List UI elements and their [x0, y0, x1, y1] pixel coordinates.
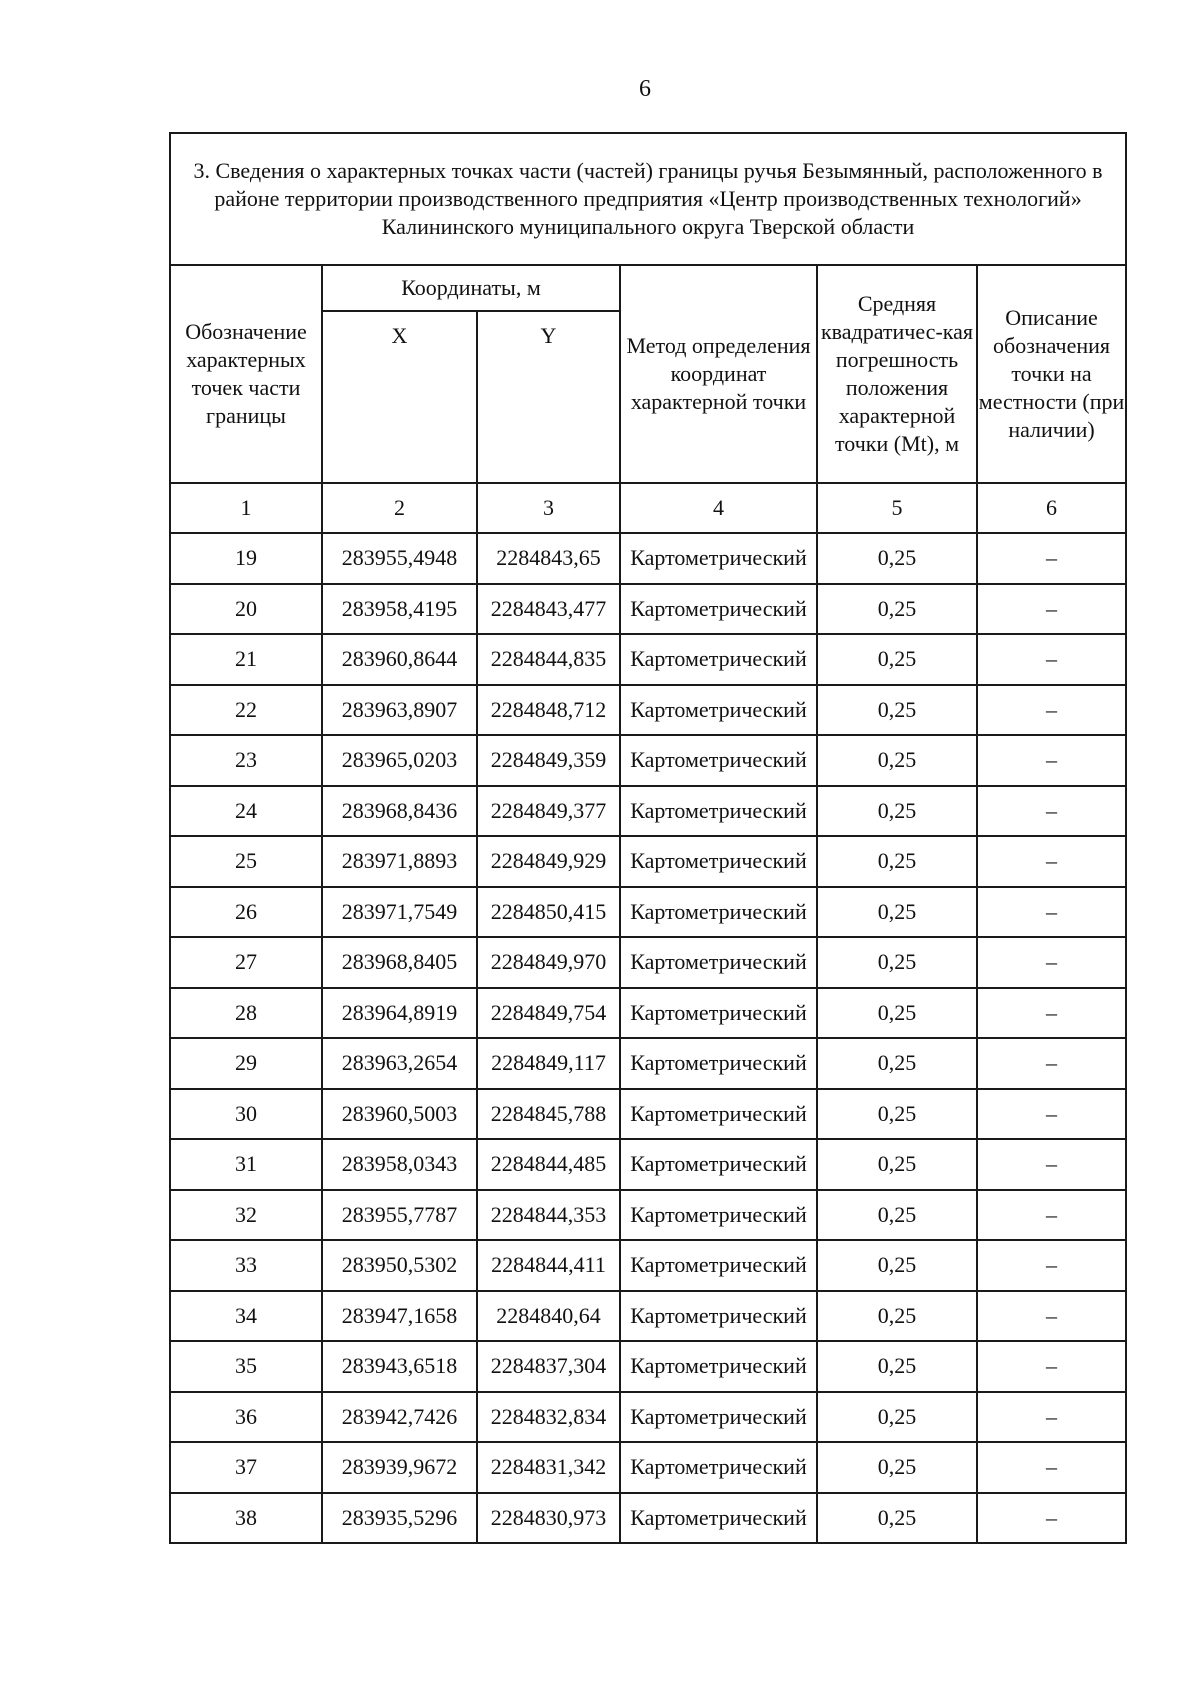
column-number: 6 — [977, 483, 1126, 533]
table-row — [170, 887, 1126, 938]
cell-x: 283965,0203 — [322, 735, 477, 786]
cell-description: – — [977, 786, 1126, 837]
cell-x: 283964,8919 — [322, 988, 477, 1039]
cell-y: 2284831,342 — [477, 1442, 620, 1493]
cell-error: 0,25 — [817, 735, 977, 786]
cell-y: 2284850,415 — [477, 887, 620, 938]
cell-x: 283947,1658 — [322, 1291, 477, 1342]
cell-description: – — [977, 685, 1126, 736]
cell-error: 0,25 — [817, 584, 977, 635]
table-row — [170, 1240, 1126, 1291]
cell-point: 34 — [170, 1291, 322, 1342]
cell-x: 283958,0343 — [322, 1139, 477, 1190]
cell-point: 31 — [170, 1139, 322, 1190]
cell-description: – — [977, 1493, 1126, 1544]
cell-method: Картометрический — [620, 1139, 817, 1190]
column-number-row — [170, 483, 1126, 533]
cell-description: – — [977, 1139, 1126, 1190]
cell-error: 0,25 — [817, 1442, 977, 1493]
cell-error: 0,25 — [817, 1089, 977, 1140]
column-number: 1 — [170, 483, 322, 533]
cell-x: 283939,9672 — [322, 1442, 477, 1493]
cell-y: 2284843,65 — [477, 533, 620, 584]
cell-y: 2284849,754 — [477, 988, 620, 1039]
table-title: 3. Сведения о характерных точках части (частей) границы ручья Безымянный, расположенного в районе территории производственного предприятия «Центр производственных технологий» Калининского муниципального округа Тверской области — [170, 133, 1126, 265]
cell-method: Картометрический — [620, 1190, 817, 1241]
cell-description: – — [977, 1240, 1126, 1291]
cell-y: 2284845,788 — [477, 1089, 620, 1140]
cell-method: Картометрический — [620, 685, 817, 736]
cell-point: 27 — [170, 937, 322, 988]
cell-error: 0,25 — [817, 634, 977, 685]
cell-error: 0,25 — [817, 533, 977, 584]
cell-method: Картометрический — [620, 1442, 817, 1493]
table-row — [170, 1038, 1126, 1089]
boundary-points-table — [169, 132, 1127, 1544]
cell-x: 283955,4948 — [322, 533, 477, 584]
cell-point: 21 — [170, 634, 322, 685]
cell-error: 0,25 — [817, 887, 977, 938]
cell-description: – — [977, 1038, 1126, 1089]
cell-description: – — [977, 1392, 1126, 1443]
cell-point: 32 — [170, 1190, 322, 1241]
column-number: 4 — [620, 483, 817, 533]
cell-x: 283960,5003 — [322, 1089, 477, 1140]
table-row — [170, 988, 1126, 1039]
cell-x: 283955,7787 — [322, 1190, 477, 1241]
cell-x: 283943,6518 — [322, 1341, 477, 1392]
cell-method: Картометрический — [620, 786, 817, 837]
cell-error: 0,25 — [817, 937, 977, 988]
cell-error: 0,25 — [817, 988, 977, 1039]
cell-y: 2284844,411 — [477, 1240, 620, 1291]
column-number: 3 — [477, 483, 620, 533]
cell-description: – — [977, 887, 1126, 938]
table-row — [170, 786, 1126, 837]
cell-y: 2284849,117 — [477, 1038, 620, 1089]
table-row — [170, 685, 1126, 736]
cell-y: 2284837,304 — [477, 1341, 620, 1392]
cell-description: – — [977, 937, 1126, 988]
cell-x: 283963,2654 — [322, 1038, 477, 1089]
cell-x: 283963,8907 — [322, 685, 477, 736]
cell-error: 0,25 — [817, 1392, 977, 1443]
cell-description: – — [977, 836, 1126, 887]
header-coords: Координаты, м — [322, 265, 620, 311]
cell-description: – — [977, 1089, 1126, 1140]
cell-method: Картометрический — [620, 584, 817, 635]
cell-method: Картометрический — [620, 1493, 817, 1544]
cell-point: 35 — [170, 1341, 322, 1392]
cell-method: Картометрический — [620, 1038, 817, 1089]
cell-error: 0,25 — [817, 786, 977, 837]
cell-description: – — [977, 1341, 1126, 1392]
cell-method: Картометрический — [620, 634, 817, 685]
cell-method: Картометрический — [620, 937, 817, 988]
cell-method: Картометрический — [620, 533, 817, 584]
cell-error: 0,25 — [817, 836, 977, 887]
cell-error: 0,25 — [817, 1240, 977, 1291]
cell-point: 29 — [170, 1038, 322, 1089]
cell-y: 2284844,485 — [477, 1139, 620, 1190]
cell-y: 2284849,359 — [477, 735, 620, 786]
table-row — [170, 1493, 1126, 1544]
cell-x: 283958,4195 — [322, 584, 477, 635]
table-row — [170, 1392, 1126, 1443]
cell-error: 0,25 — [817, 1190, 977, 1241]
cell-point: 26 — [170, 887, 322, 938]
table-row — [170, 937, 1126, 988]
cell-point: 19 — [170, 533, 322, 584]
header-y: Y — [477, 311, 620, 483]
table-row — [170, 533, 1126, 584]
page-number: 6 — [639, 76, 651, 102]
cell-description: – — [977, 634, 1126, 685]
cell-method: Картометрический — [620, 1240, 817, 1291]
cell-description: – — [977, 1190, 1126, 1241]
cell-x: 283971,7549 — [322, 887, 477, 938]
header-method: Метод определения координат характерной точки — [620, 265, 817, 483]
table-row — [170, 584, 1126, 635]
cell-x: 283960,8644 — [322, 634, 477, 685]
cell-y: 2284849,377 — [477, 786, 620, 837]
cell-point: 30 — [170, 1089, 322, 1140]
cell-point: 23 — [170, 735, 322, 786]
header-point: Обозначение характерных точек части границы — [170, 265, 322, 483]
cell-method: Картометрический — [620, 735, 817, 786]
table-row — [170, 735, 1126, 786]
cell-method: Картометрический — [620, 1089, 817, 1140]
cell-point: 24 — [170, 786, 322, 837]
column-number: 5 — [817, 483, 977, 533]
cell-point: 33 — [170, 1240, 322, 1291]
cell-point: 38 — [170, 1493, 322, 1544]
header-error: Средняя квадратичес-кая погрешность положения характерной точки (Mt), м — [817, 265, 977, 483]
cell-description: – — [977, 1442, 1126, 1493]
cell-y: 2284844,835 — [477, 634, 620, 685]
cell-point: 25 — [170, 836, 322, 887]
table-row — [170, 1291, 1126, 1342]
cell-x: 283942,7426 — [322, 1392, 477, 1443]
cell-description: – — [977, 584, 1126, 635]
column-number: 2 — [322, 483, 477, 533]
cell-description: – — [977, 735, 1126, 786]
cell-point: 37 — [170, 1442, 322, 1493]
cell-x: 283968,8405 — [322, 937, 477, 988]
header-x: X — [322, 311, 477, 483]
cell-method: Картометрический — [620, 988, 817, 1039]
cell-y: 2284830,973 — [477, 1493, 620, 1544]
table-row — [170, 1190, 1126, 1241]
cell-description: – — [977, 533, 1126, 584]
table-row — [170, 836, 1126, 887]
cell-method: Картометрический — [620, 836, 817, 887]
table-row — [170, 1442, 1126, 1493]
cell-error: 0,25 — [817, 1038, 977, 1089]
cell-y: 2284849,929 — [477, 836, 620, 887]
cell-error: 0,25 — [817, 1341, 977, 1392]
cell-point: 20 — [170, 584, 322, 635]
cell-method: Картометрический — [620, 1291, 817, 1342]
cell-x: 283935,5296 — [322, 1493, 477, 1544]
header-description: Описание обозначения точки на местности (при наличии) — [977, 265, 1126, 483]
header-row — [170, 265, 1126, 311]
cell-point: 28 — [170, 988, 322, 1039]
cell-x: 283950,5302 — [322, 1240, 477, 1291]
cell-point: 36 — [170, 1392, 322, 1443]
cell-method: Картометрический — [620, 1392, 817, 1443]
table-row — [170, 1139, 1126, 1190]
cell-y: 2284840,64 — [477, 1291, 620, 1342]
table-row — [170, 634, 1126, 685]
table-row — [170, 1341, 1126, 1392]
title-row — [170, 133, 1126, 265]
cell-method: Картометрический — [620, 1341, 817, 1392]
cell-x: 283971,8893 — [322, 836, 477, 887]
cell-y: 2284848,712 — [477, 685, 620, 736]
cell-x: 283968,8436 — [322, 786, 477, 837]
cell-point: 22 — [170, 685, 322, 736]
cell-description: – — [977, 988, 1126, 1039]
cell-description: – — [977, 1291, 1126, 1342]
cell-error: 0,25 — [817, 685, 977, 736]
table-row — [170, 1089, 1126, 1140]
cell-y: 2284849,970 — [477, 937, 620, 988]
cell-error: 0,25 — [817, 1291, 977, 1342]
cell-y: 2284832,834 — [477, 1392, 620, 1443]
cell-y: 2284843,477 — [477, 584, 620, 635]
cell-method: Картометрический — [620, 887, 817, 938]
cell-error: 0,25 — [817, 1139, 977, 1190]
cell-error: 0,25 — [817, 1493, 977, 1544]
cell-y: 2284844,353 — [477, 1190, 620, 1241]
